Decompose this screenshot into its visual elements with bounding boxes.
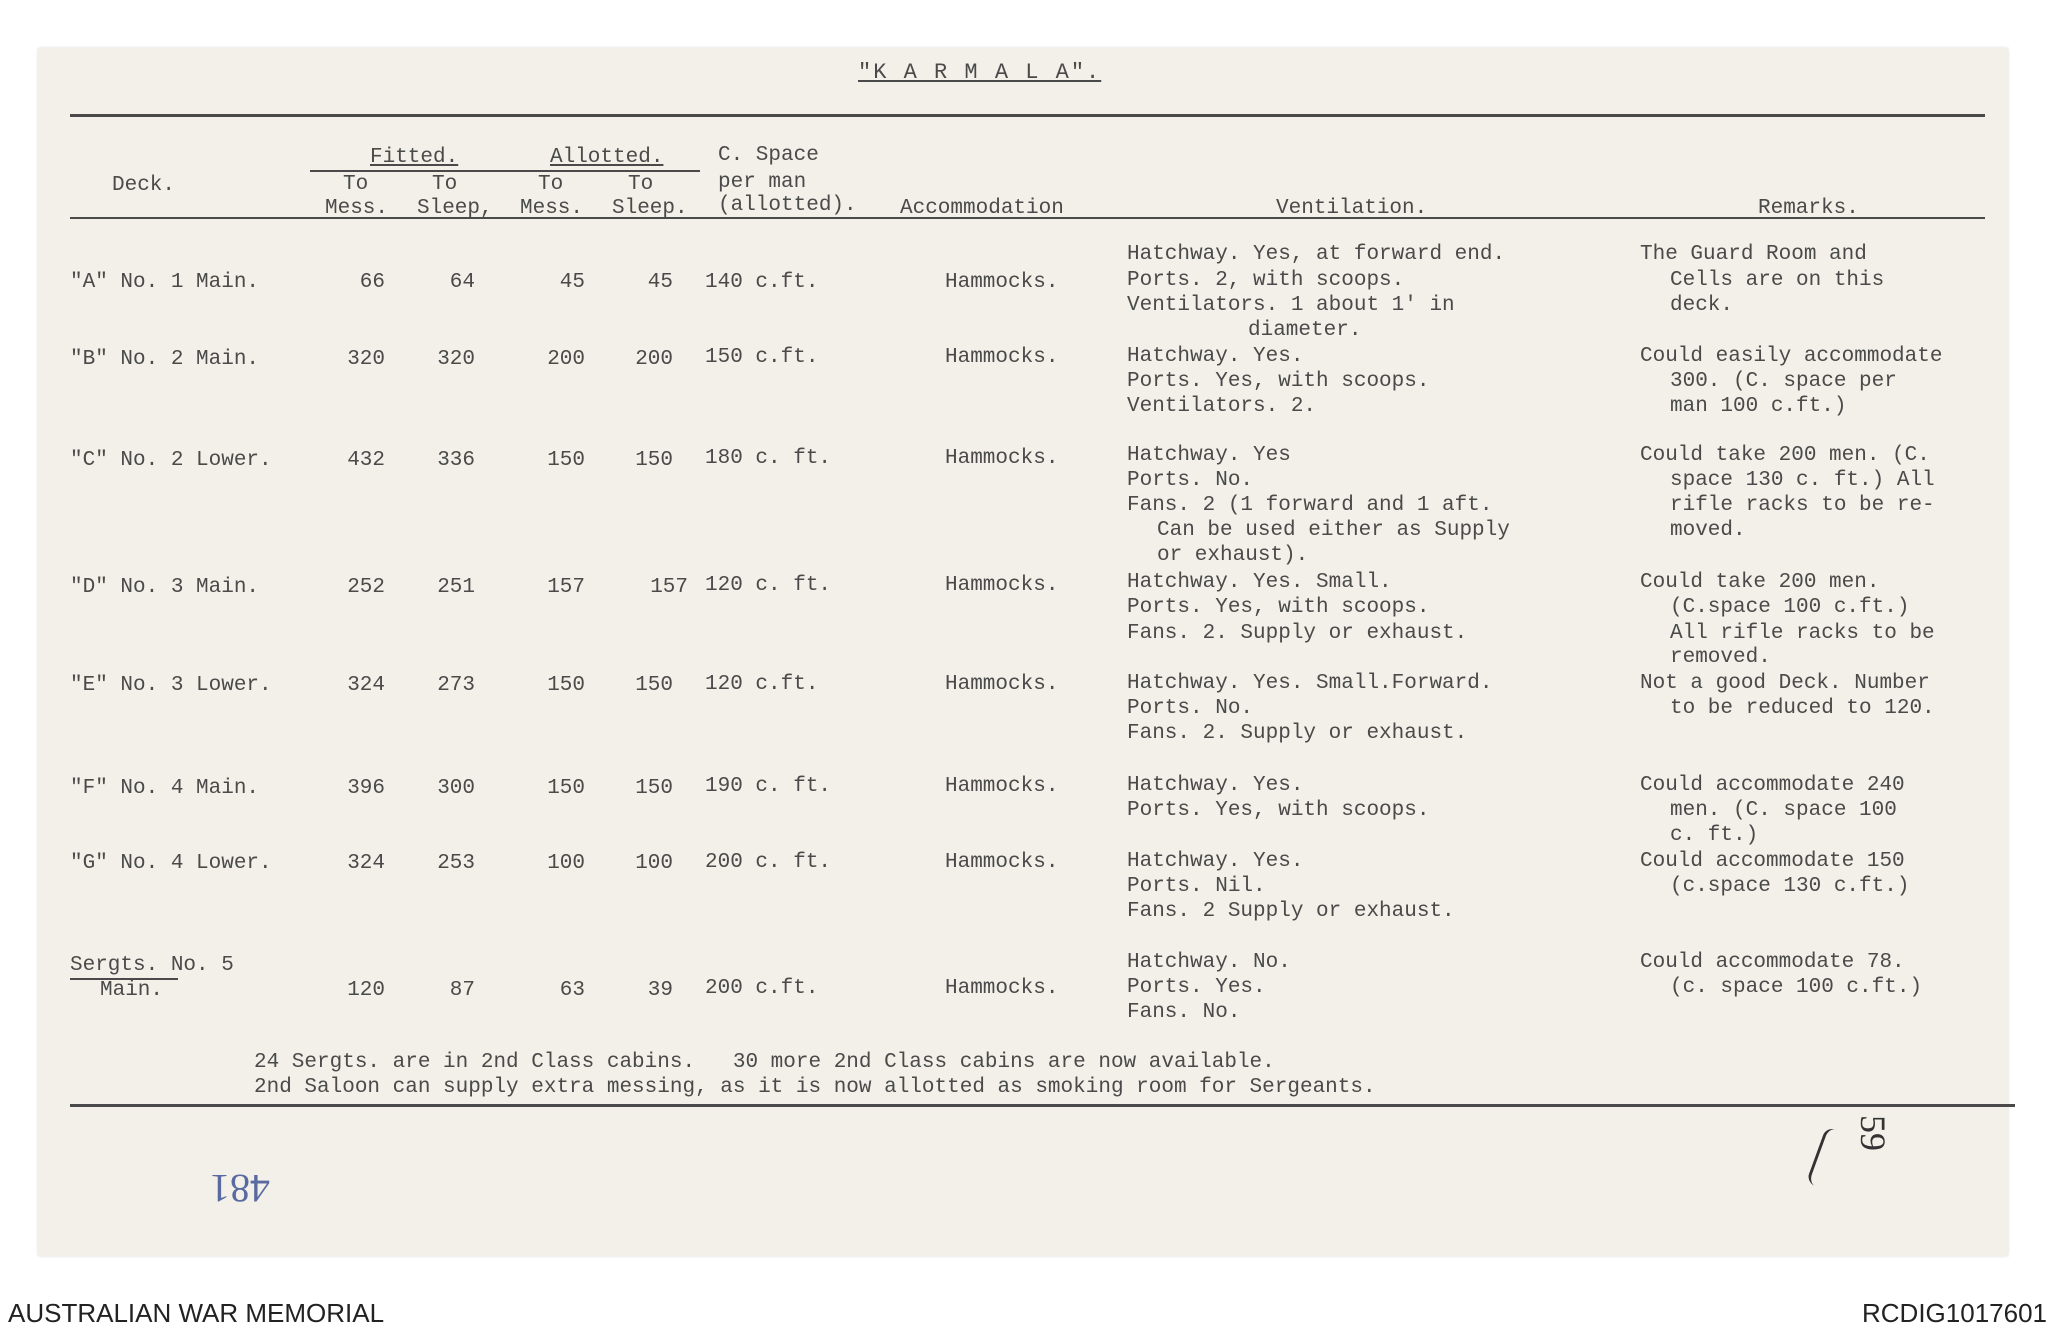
sergts-underline <box>70 978 178 980</box>
allotted-sleep-cell: 45 <box>647 271 673 294</box>
remarks-line: Could accommodate 240 <box>1640 774 1905 797</box>
cspace-cell: 150 c.ft. <box>705 346 819 369</box>
header-deck: Deck. <box>112 174 176 197</box>
bottom-rule <box>70 1104 2015 1107</box>
ventilation-line: Hatchway. Yes. Small.Forward. <box>1127 672 1493 695</box>
cspace-cell: 200 c.ft. <box>705 977 819 1000</box>
fitted-mess-cell: 324 <box>347 852 385 875</box>
remarks-line: (c.space 130 c.ft.) <box>1670 875 1910 898</box>
header-sleep-2: Sleep. <box>612 197 688 220</box>
accommodation-cell: Hammocks. <box>945 673 1059 696</box>
cspace-cell: 180 c. ft. <box>705 447 832 470</box>
fitted-sleep-cell: 336 <box>437 449 475 472</box>
ventilation-line: Ports. Nil. <box>1127 875 1266 898</box>
deck-cell: "C" No. 2 Lower. <box>70 449 272 472</box>
fitted-sleep-cell: 273 <box>437 674 475 697</box>
accommodation-cell: Hammocks. <box>945 574 1059 597</box>
allotted-sleep-cell: 150 <box>635 674 673 697</box>
ventilation-line: or exhaust). <box>1157 544 1309 567</box>
cspace-cell: 200 c. ft. <box>705 851 832 874</box>
header-remarks: Remarks. <box>1758 197 1859 220</box>
allotted-mess-cell: 150 <box>547 449 585 472</box>
fitted-mess-cell: 320 <box>347 348 385 371</box>
remarks-line: man 100 c.ft.) <box>1670 395 1847 418</box>
allotted-sleep-cell: 150 <box>635 449 673 472</box>
allotted-sleep-cell: 157 <box>650 576 688 599</box>
remarks-line: rifle racks to be re- <box>1670 494 1935 517</box>
header-subrule <box>310 170 700 172</box>
ventilation-line: Can be used either as Supply <box>1157 519 1510 542</box>
remarks-line: The Guard Room and <box>1640 243 1867 266</box>
allotted-sleep-cell: 100 <box>635 852 673 875</box>
remarks-line: removed. <box>1670 646 1771 669</box>
remarks-line: Could easily accommodate <box>1640 345 1943 368</box>
header-allotted: Allotted. <box>550 146 664 169</box>
header-cspace-2: per man <box>718 171 807 194</box>
fitted-sleep-cell: 253 <box>437 852 475 875</box>
accommodation-cell: Hammocks. <box>945 346 1059 369</box>
ventilation-line: Ports. Yes. <box>1127 976 1266 999</box>
allotted-mess-cell: 150 <box>547 777 585 800</box>
deck-cell: "F" No. 4 Main. <box>70 777 260 800</box>
remarks-line: c. ft.) <box>1670 824 1759 847</box>
ventilation-line: Ports. 2, with scoops. <box>1127 269 1405 292</box>
header-mess-1: Mess. <box>325 197 389 220</box>
remarks-line: All rifle racks to be <box>1670 622 1935 645</box>
deck-cell: "A" No. 1 Main. <box>70 271 260 294</box>
ventilation-line: Hatchway. Yes <box>1127 444 1291 467</box>
deck-cell: "E" No. 3 Lower. <box>70 674 272 697</box>
allotted-mess-cell: 150 <box>547 674 585 697</box>
cspace-cell: 120 c.ft. <box>705 673 819 696</box>
accommodation-cell: Hammocks. <box>945 447 1059 470</box>
ventilation-line: Hatchway. Yes. Small. <box>1127 571 1392 594</box>
header-fitted: Fitted. <box>370 146 459 169</box>
header-cspace-1: C. Space <box>718 144 819 167</box>
remarks-line: Could accommodate 150 <box>1640 850 1905 873</box>
header-rule <box>70 217 1985 219</box>
ventilation-line: Fans. 2 (1 forward and 1 aft. <box>1127 494 1493 517</box>
remarks-line: Could take 200 men. <box>1640 571 1880 594</box>
fitted-sleep-cell: 251 <box>437 576 475 599</box>
fitted-sleep-cell: 64 <box>449 271 475 294</box>
allotted-mess-cell: 63 <box>559 979 585 1002</box>
allotted-mess-cell: 45 <box>559 271 585 294</box>
allotted-sleep-cell: 150 <box>635 777 673 800</box>
ventilation-line: Hatchway. Yes, at forward end. <box>1127 243 1506 266</box>
header-to-4: To <box>628 173 654 196</box>
ventilation-line: Ports. Yes, with scoops. <box>1127 596 1430 619</box>
footer-source: AUSTRALIAN WAR MEMORIAL <box>8 1298 385 1328</box>
fitted-sleep-cell: 87 <box>449 979 475 1002</box>
remarks-line: moved. <box>1670 519 1746 542</box>
ventilation-line: Ventilators. 1 about 1' in <box>1127 294 1455 317</box>
ventilation-line: Hatchway. Yes. <box>1127 345 1304 368</box>
header-to-3: To <box>538 173 564 196</box>
ventilation-line: Fans. 2. Supply or exhaust. <box>1127 722 1468 745</box>
remarks-line: Not a good Deck. Number <box>1640 672 1930 695</box>
fitted-mess-cell: 432 <box>347 449 385 472</box>
remarks-line: (C.space 100 c.ft.) <box>1670 596 1910 619</box>
header-accommodation: Accommodation <box>900 197 1064 220</box>
remarks-line: Could take 200 men. (C. <box>1640 444 1930 467</box>
allotted-mess-cell: 200 <box>547 348 585 371</box>
fitted-sleep-cell: 320 <box>437 348 475 371</box>
remarks-line: space 130 c. ft.) All <box>1670 469 1935 492</box>
header-cspace-3: (allotted). <box>718 194 857 217</box>
fitted-mess-cell: 66 <box>359 271 385 294</box>
ventilation-line: Ports. No. <box>1127 697 1254 720</box>
ventilation-line: Fans. 2. Supply or exhaust. <box>1127 622 1468 645</box>
accommodation-cell: Hammocks. <box>945 851 1059 874</box>
remarks-line: (c. space 100 c.ft.) <box>1670 976 1923 999</box>
deck-cell: "B" No. 2 Main. <box>70 348 260 371</box>
remarks-line: deck. <box>1670 294 1734 317</box>
ventilation-line: Hatchway. Yes. <box>1127 850 1304 873</box>
ventilation-line: Ports. Yes, with scoops. <box>1127 370 1430 393</box>
note-line: 24 Sergts. are in 2nd Class cabins. 30 more 2nd Class cabins are now available. <box>254 1051 1275 1074</box>
fitted-mess-cell: 396 <box>347 777 385 800</box>
cspace-cell: 190 c. ft. <box>705 775 832 798</box>
accommodation-cell: Hammocks. <box>945 775 1059 798</box>
ventilation-line: diameter. <box>1248 319 1362 342</box>
allotted-sleep-cell: 39 <box>647 979 673 1002</box>
accommodation-cell: Hammocks. <box>945 977 1059 1000</box>
fitted-sleep-cell: 300 <box>437 777 475 800</box>
header-to-2: To <box>432 173 458 196</box>
folio-number: 481 <box>210 1166 270 1211</box>
deck-cell-line-2: Main. <box>100 979 164 1002</box>
ventilation-line: Ports. Yes, with scoops. <box>1127 799 1430 822</box>
fitted-mess-cell: 252 <box>347 576 385 599</box>
ventilation-line: Ports. No. <box>1127 469 1254 492</box>
ventilation-line: Fans. No. <box>1127 1001 1241 1024</box>
top-rule <box>70 114 1985 117</box>
ventilation-line: Hatchway. No. <box>1127 951 1291 974</box>
allotted-mess-cell: 157 <box>547 576 585 599</box>
header-mess-2: Mess. <box>520 197 584 220</box>
header-to-1: To <box>343 173 369 196</box>
note-line: 2nd Saloon can supply extra messing, as it is now allotted as smoking room for Sergeants. <box>254 1076 1376 1099</box>
remarks-line: to be reduced to 120. <box>1670 697 1935 720</box>
allotted-sleep-cell: 200 <box>635 348 673 371</box>
footer-id: RCDIG1017601 <box>1862 1298 2047 1328</box>
allotted-mess-cell: 100 <box>547 852 585 875</box>
remarks-line: Cells are on this <box>1670 269 1885 292</box>
deck-cell: Sergts. No. 5 <box>70 954 234 977</box>
document-title: "K A R M A L A". <box>858 60 1102 85</box>
header-sleep-1: Sleep, <box>417 197 493 220</box>
header-ventilation: Ventilation. <box>1276 197 1428 220</box>
remarks-line: 300. (C. space per <box>1670 370 1897 393</box>
deck-cell: "D" No. 3 Main. <box>70 576 260 599</box>
accommodation-cell: Hammocks. <box>945 271 1059 294</box>
fitted-mess-cell: 324 <box>347 674 385 697</box>
deck-cell: "G" No. 4 Lower. <box>70 852 272 875</box>
ventilation-line: Hatchway. Yes. <box>1127 774 1304 797</box>
ventilation-line: Ventilators. 2. <box>1127 395 1317 418</box>
page-number: 59 <box>1853 1115 1893 1151</box>
remarks-line: men. (C. space 100 <box>1670 799 1897 822</box>
ventilation-line: Fans. 2 Supply or exhaust. <box>1127 900 1455 923</box>
cspace-cell: 120 c. ft. <box>705 574 832 597</box>
cspace-cell: 140 c.ft. <box>705 271 819 294</box>
fitted-mess-cell: 120 <box>347 979 385 1002</box>
remarks-line: Could accommodate 78. <box>1640 951 1905 974</box>
